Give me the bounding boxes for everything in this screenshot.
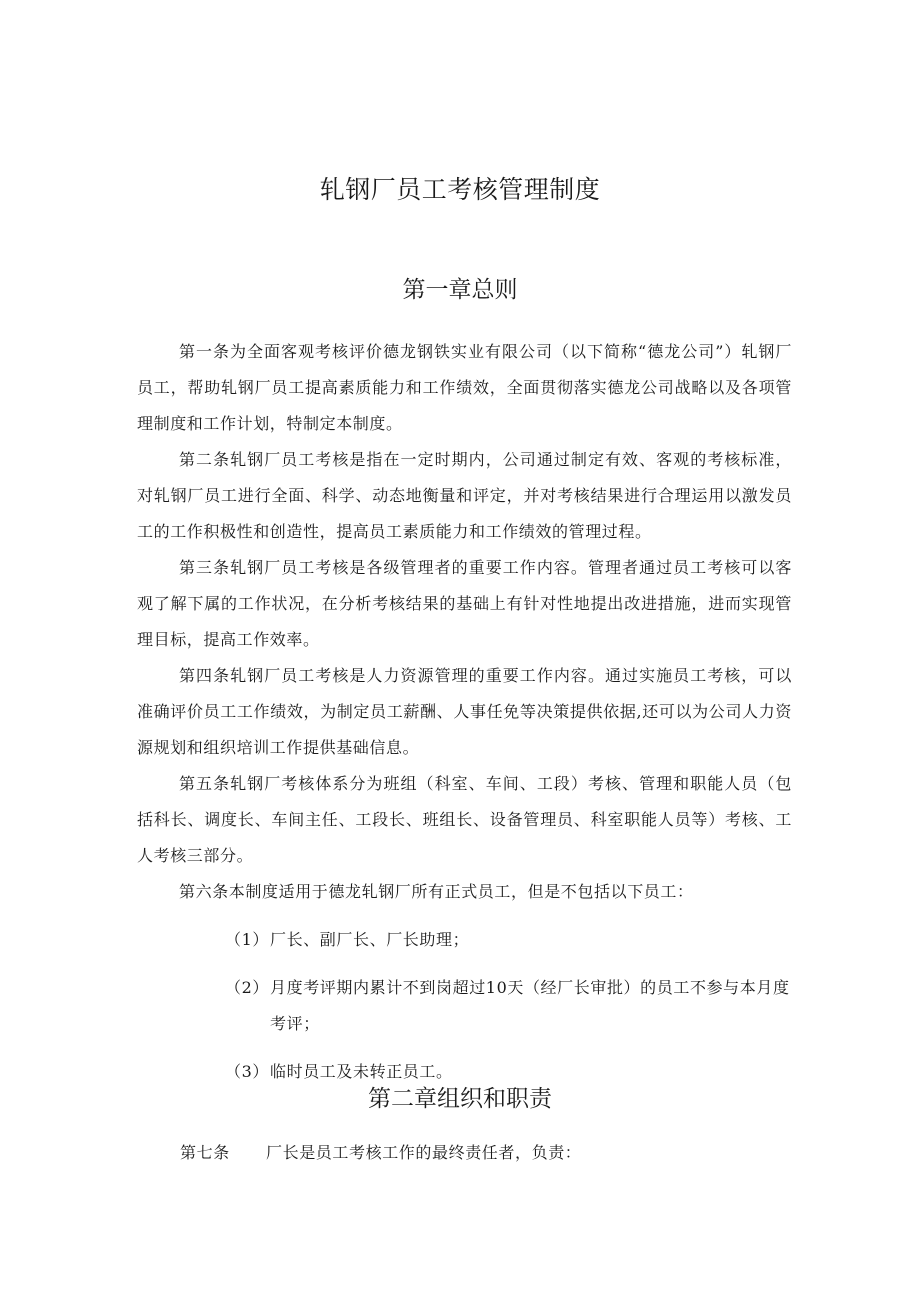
- article-2: 第二条轧钢厂员工考核是指在一定时期内，公司通过制定有效、客观的考核标准，对轧钢厂员工进行全面、科学、动态地衡量和评定，并对考核结果进行合理运用以激发员工的工作积极性和创造性，提高员工素质能力和工作绩效的管理过程。: [137, 450, 792, 541]
- list-item-number: （3）: [225, 1062, 269, 1081]
- article-7-text: 厂长是员工考核工作的最终责任者，负责：: [266, 1143, 582, 1162]
- article-5: 第五条轧钢厂考核体系分为班组（科室、车间、工段）考核、管理和职能人员（包括科长、调度长、车间主任、工段长、班组长、设备管理员、科室职能人员等）考核、工人考核三部分。: [137, 774, 792, 865]
- document-title: 轧钢厂员工考核管理制度: [319, 175, 601, 204]
- article-4: 第四条轧钢厂员工考核是人力资源管理的重要工作内容。通过实施员工考核，可以准确评价员工工作绩效，为制定员工薪酬、人事任免等决策提供依据,还可以为公司人力资源规划和组织培训工作提供基础信息。: [137, 666, 792, 757]
- exclusion-list: [137, 922, 792, 1090]
- chapter-2-heading: 第二章组织和职责: [368, 1086, 552, 1112]
- list-item-text: 厂长、副厂长、厂长助理；: [270, 930, 470, 949]
- article-3: 第三条轧钢厂员工考核是各级管理者的重要工作内容。管理者通过员工考核可以客观了解下属的工作状况，在分析考核结果的基础上有针对性地提出改进措施，进而实现管理目标，提高工作效率。: [137, 558, 792, 649]
- article-7-label: 第七条: [180, 1143, 230, 1162]
- article-1: 第一条为全面客观考核评价德龙钢铁实业有限公司（以下简称“德龙公司”）轧钢厂员工，帮助轧钢厂员工提高素质能力和工作绩效，全面贯彻落实德龙公司战略以及各项管理制度和工作计划，特制定本制度。: [137, 342, 792, 433]
- list-item-text: 月度考评期内累计不到岗超过10天（经厂长审批）的员工不参与本月度考评；: [270, 978, 790, 1033]
- list-item: [137, 970, 792, 1042]
- list-item-text: 临时员工及未转正员工。: [270, 1062, 453, 1081]
- chapter-1-heading: 第一章总则: [402, 277, 518, 303]
- list-item-number: （2）: [225, 978, 269, 997]
- chapter-1-body: [137, 334, 792, 1090]
- list-item-number: （1）: [225, 930, 269, 949]
- list-item: [137, 922, 792, 958]
- article-7: [180, 1140, 581, 1163]
- article-6: 第六条本制度适用于德龙轧钢厂所有正式员工，但是不包括以下员工：: [179, 882, 694, 901]
